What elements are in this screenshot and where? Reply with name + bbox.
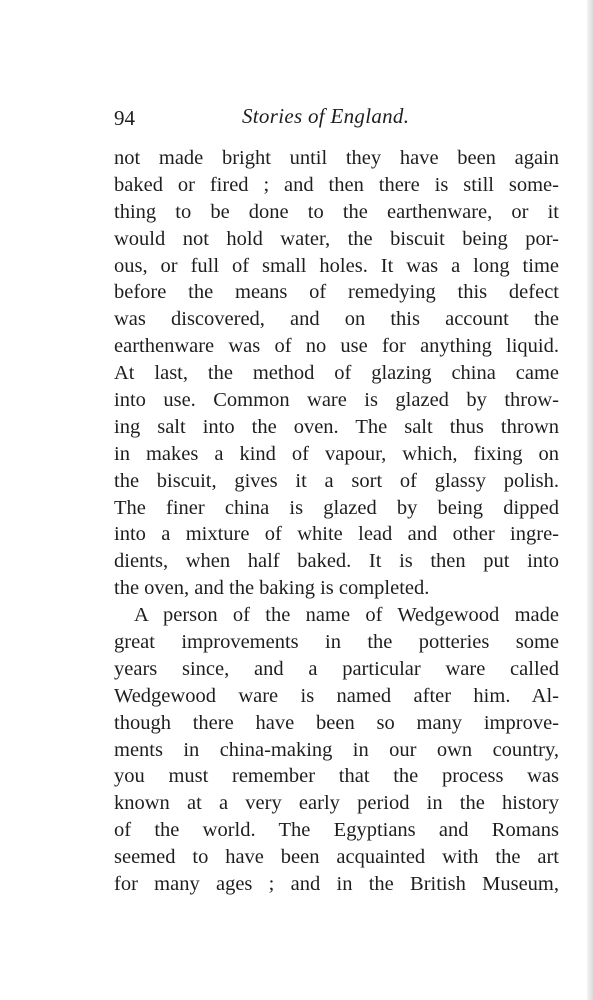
text-line: At last, the method of glazing china came [114, 362, 559, 385]
paragraph-start-line: A person of the name of Wedgewood made [134, 604, 559, 627]
text-line: known at a very early period in the history [114, 792, 559, 815]
text-line: great improvements in the potteries some [114, 631, 559, 654]
text-line: earthenware was of no use for anything liquid. [114, 335, 559, 358]
page-number: 94 [114, 106, 135, 130]
text-line: into a mixture of white lead and other ingre- [114, 523, 559, 546]
text-line: would not hold water, the biscuit being por- [114, 227, 559, 250]
text-line: before the means of remedying this defect [114, 281, 559, 304]
text-line: ing salt into the oven. The salt thus thrown [114, 415, 559, 438]
page-header [114, 98, 554, 134]
text-line: baked or fired ; and then there is still some- [114, 173, 559, 196]
page-edge-shadow [587, 0, 593, 1000]
text-line: The finer china is glazed by being dipped [114, 496, 559, 519]
text-line: of the world. The Egyptians and Romans [114, 819, 559, 842]
text-line: dients, when half baked. It is then put into [114, 550, 559, 573]
text-line: not made bright until they have been again [114, 147, 559, 169]
running-title: Stories of England. [242, 104, 410, 128]
text-line: thing to be done to the earthenware, or it [114, 200, 559, 223]
body-text [114, 145, 559, 898]
text-line: you must remember that the process was [114, 765, 559, 788]
text-line: was discovered, and on this account the [114, 308, 559, 331]
text-line: in makes a kind of vapour, which, fixing on [114, 442, 559, 465]
text-line: into use. Common ware is glazed by throw- [114, 389, 559, 412]
text-line: though there have been so many improve- [114, 711, 559, 734]
text-line: seemed to have been acquainted with the art [114, 846, 559, 869]
text-line: for many ages ; and in the British Museum, [114, 873, 559, 896]
paragraph-end-line: the oven, and the baking is completed. [114, 577, 430, 600]
text-line: Wedgewood ware is named after him. Al- [114, 684, 559, 707]
text-line: years since, and a particular ware called [114, 657, 559, 680]
text-line: the biscuit, gives it a sort of glassy polish. [114, 469, 559, 492]
text-line: ments in china-making in our own country, [114, 738, 559, 761]
text-line: ous, or full of small holes. It was a long time [114, 254, 559, 277]
